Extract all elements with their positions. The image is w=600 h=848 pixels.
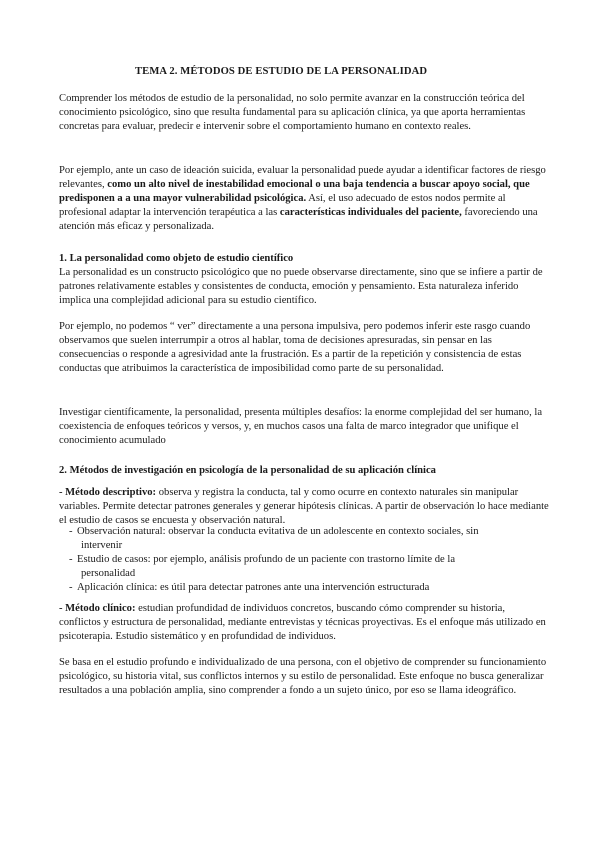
- final-paragraph: Se basa en el estudio profundo e individualizado de una persona, con el objetivo de comprender su funcionamiento psicológico, su historia vital, sus conflictos internos y su estilo de personalidad. Este enfoque no busca generalizar resultados a una población amplia, sino comprender a fondo a un sujeto único, por eso se llama ideográfico.: [59, 657, 547, 696]
- metodo-descriptivo-text: observa y registra la conducta, tal y como ocurre en contexto naturales sin manipular variables. Permite detectar patrones generales y generar hipótesis clínicas. A partir de observación lo hace mediante el estudio de casos se encuesta y observación natural.: [59, 487, 549, 526]
- document-title: TEMA 2. MÉTODOS DE ESTUDIO DE LA PERSONALIDAD: [135, 66, 428, 77]
- intro-p2-text-e: favoreciendo una atención más eficaz y personalizada.: [59, 207, 538, 232]
- intro-p2-bold-d: características individuales del paciente,: [279, 207, 462, 218]
- list-item-line-1: Aplicación clínica: es útil para detectar patrones ante una intervención estructurada: [77, 582, 430, 593]
- dash-bullet-icon: -: [69, 526, 73, 537]
- section-1-paragraph-3: Investigar científicamente, la personalidad, presenta múltiples desafíos: la enorme complejidad del ser humano, la coexistencia de enfoques teóricos y versos, y, en muchos casos una falta de marco integrador que unifique el conocimiento acumulado: [59, 407, 543, 446]
- section-2-heading: 2. Métodos de investigación en psicología de la personalidad de su aplicación clínica: [59, 465, 436, 476]
- intro-p2-bold-b: como un alto nivel de inestabilidad emocional o una baja tendencia a buscar apoyo social, que predisponen a a una mayor vulnerabilidad psicológica.: [59, 179, 530, 204]
- metodo-clinico-paragraph: [59, 602, 549, 644]
- list-item-line-1: Estudio de casos: por ejemplo, análisis profundo de un paciente con trastorno límite de la: [77, 554, 456, 565]
- list-item-line-2: intervenir: [81, 540, 123, 551]
- list-item-line-1: Observación natural: observar la conducta evitativa de un adolescente en contexto sociales, sin: [77, 526, 479, 537]
- intro-paragraph-2: [59, 164, 549, 234]
- list-item-line-2: personalidad: [81, 568, 136, 579]
- intro-p2-text-a: Por ejemplo, ante un caso de ideación suicida, evaluar la personalidad puede ayudar a identificar factores de riesgo relevantes,: [59, 165, 546, 190]
- metodo-descriptivo-paragraph: [59, 486, 549, 528]
- metodo-descriptivo-label: - Método descriptivo:: [59, 487, 157, 498]
- list-item: [69, 525, 549, 553]
- list-item: [69, 553, 549, 581]
- list-item: [69, 581, 549, 595]
- section-1-heading: 1. La personalidad como objeto de estudio científico: [59, 253, 294, 264]
- metodo-clinico-text: estudian profundidad de individuos concretos, buscando cómo comprender su historia, conflictos y estructura de personalidad, mediante entrevistas y técnicas proyectivas. Es el enfoque más utilizado en psicoterapia. Estudio sistemático y en profundidad de individuos.: [59, 603, 546, 642]
- intro-p2-text-c: Así, el uso adecuado de estos nodos permite al profesional adaptar la intervención terapéutica a las: [59, 193, 506, 218]
- section-1-paragraph-1: La personalidad es un constructo psicológico que no puede observarse directamente, sino que se infiere a partir de patrones relativamente estables y consistentes de conducta, emoción y pensamiento. Esta naturaleza inferido implica una complejidad adicional para su estudio científico.: [59, 267, 543, 306]
- dash-bullet-icon: -: [69, 554, 73, 565]
- dash-bullet-icon: -: [69, 582, 73, 593]
- intro-paragraph-1: Comprender los métodos de estudio de la personalidad, no solo permite avanzar en la construcción teórica del conocimiento psicológico, sino que resulta fundamental para su aplicación clínica, ya que aporta herramientas concretas para evaluar, predecir e intervenir sobre el comportamiento humano en contexto reales.: [59, 93, 526, 132]
- section-1-paragraph-2: Por ejemplo, no podemos “ ver” directamente a una persona impulsiva, pero podemos inferir este rasgo cuando observamos que suelen interrumpir a otros al hablar, toma de decisiones apresuradas, sin pensar en las consecuencias o responde a agresividad ante la frustración. Es a partir de la repetición y consistencia de estas conductas que atribuimos la característica de imposibilidad como parte de su personalidad.: [59, 321, 531, 374]
- metodo-clinico-label: - Método clínico:: [59, 603, 136, 614]
